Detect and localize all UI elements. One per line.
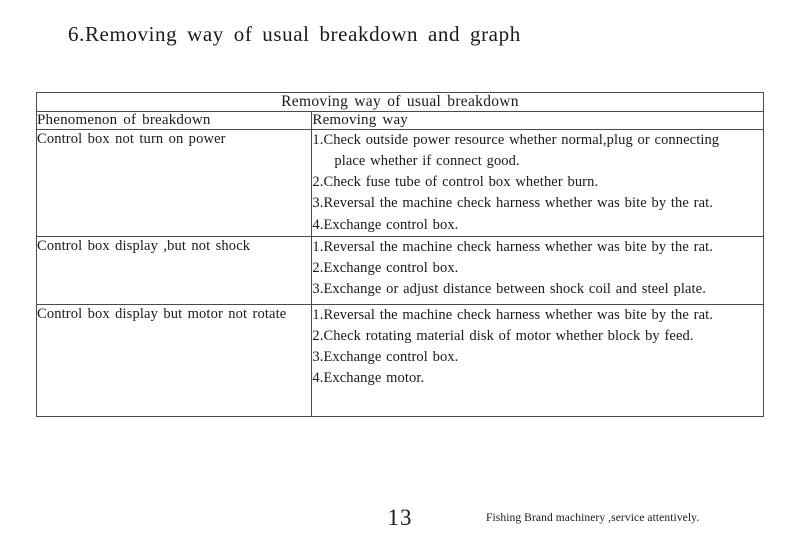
step-number: 4.	[312, 216, 324, 233]
step-text: Exchange control box.	[323, 216, 459, 233]
list-item	[312, 326, 763, 347]
table-header-row	[37, 112, 764, 130]
page-number: 13	[387, 505, 413, 530]
list-item	[312, 305, 763, 326]
list-item	[312, 215, 763, 236]
step-number: 1.	[312, 132, 324, 148]
column-header-phenomenon: Phenomenon of breakdown	[37, 112, 312, 130]
step-number: 1.	[312, 306, 324, 323]
table-title-row	[37, 93, 764, 112]
table-row	[37, 236, 764, 304]
step-text: Check fuse tube of control box whether burn.	[323, 174, 599, 191]
step-text: Reversal the machine check harness whether was bite by the rat.	[323, 306, 713, 323]
phenomenon-cell: Control box not turn on power	[37, 130, 312, 237]
list-item	[312, 347, 763, 368]
table-title: Removing way of usual breakdown	[37, 93, 764, 112]
list-item	[312, 130, 763, 172]
list-item	[312, 172, 763, 193]
column-header-removing-way: Removing way	[312, 112, 764, 130]
list-item	[312, 193, 763, 214]
footer-note: Fishing Brand machinery ,service attentively.	[486, 512, 700, 524]
step-number: 2.	[312, 174, 324, 191]
table-row	[37, 130, 764, 237]
list-item	[312, 368, 763, 389]
step-text: Reversal the machine check harness whether was bite by the rat.	[323, 195, 713, 212]
removing-way-cell	[312, 130, 764, 237]
step-number: 2.	[312, 327, 324, 344]
step-text: Reversal the machine check harness whether was bite by the rat.	[323, 238, 713, 255]
list-item	[312, 279, 763, 300]
step-number: 4.	[312, 370, 324, 387]
table-row	[37, 304, 764, 416]
step-text: Exchange motor.	[323, 370, 425, 387]
list-item	[312, 258, 763, 279]
step-text: Check rotating material disk of motor whether block by feed.	[323, 327, 694, 344]
phenomenon-cell: Control box display but motor not rotate	[37, 304, 312, 416]
section-heading: 6.Removing way of usual breakdown and graph	[68, 22, 521, 46]
removing-way-cell	[312, 236, 764, 304]
step-text: Exchange control box.	[323, 349, 459, 366]
step-text: Exchange control box.	[323, 259, 459, 276]
removing-way-cell	[312, 304, 764, 416]
step-number: 3.	[312, 195, 324, 212]
step-number: 3.	[312, 281, 324, 298]
step-continuation: place whether if connect good.	[334, 153, 520, 170]
step-text: Exchange or adjust distance between shock coil and steel plate.	[323, 281, 706, 298]
step-number: 2.	[312, 259, 324, 276]
step-text: Check outside power resource whether normal,plug or connecting	[323, 132, 720, 148]
list-item	[312, 237, 763, 258]
step-number: 3.	[312, 349, 324, 366]
phenomenon-cell: Control box display ,but not shock	[37, 236, 312, 304]
step-number: 1.	[312, 238, 324, 255]
breakdown-table	[36, 92, 764, 417]
